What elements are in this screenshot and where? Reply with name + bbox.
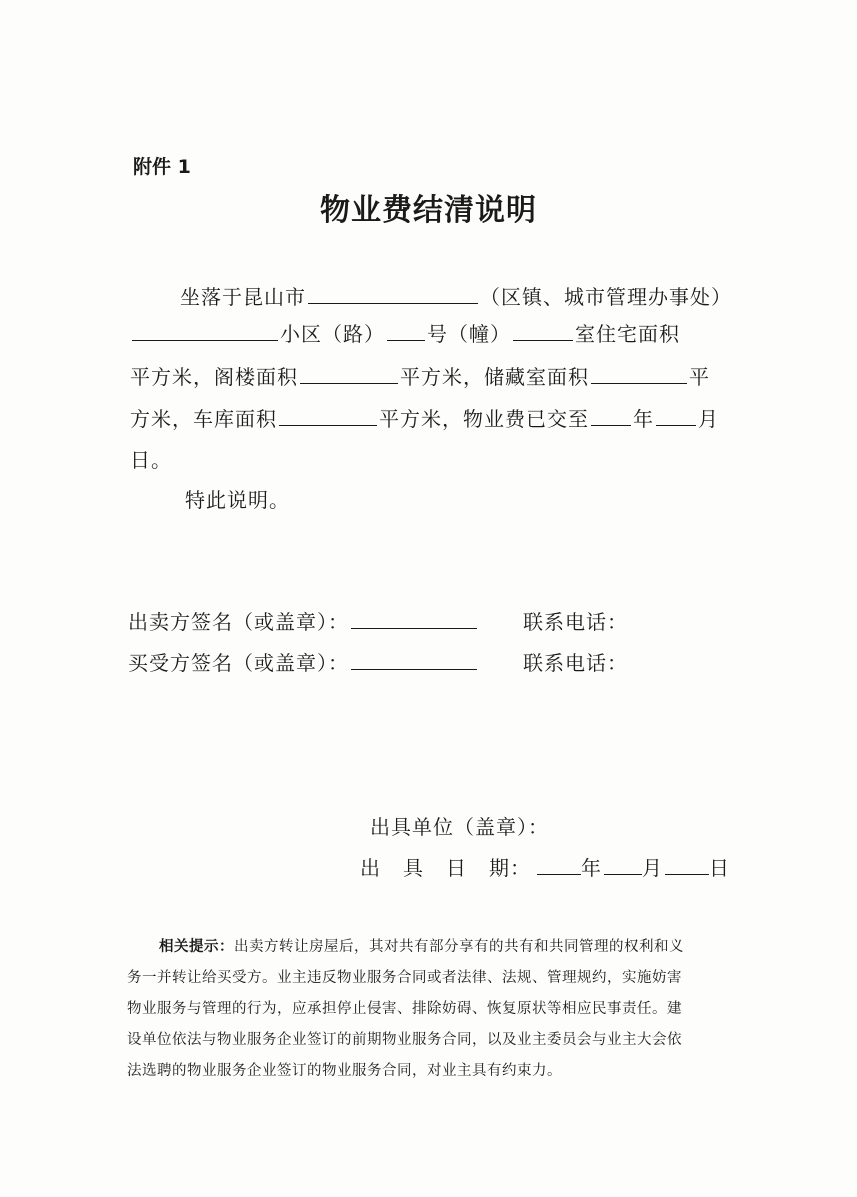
buyer-phone-label: 联系电话： bbox=[523, 651, 628, 675]
date-char-4: 期： bbox=[489, 856, 531, 880]
month-label: 月 bbox=[698, 407, 719, 431]
seller-phone-label: 联系电话： bbox=[523, 610, 628, 634]
room-label: 室住宅面积 bbox=[575, 322, 680, 346]
issue-month-label: 月 bbox=[642, 856, 663, 880]
buyer-signature-blank[interactable] bbox=[351, 651, 477, 670]
building-blank[interactable] bbox=[387, 322, 425, 341]
room-blank[interactable] bbox=[513, 322, 573, 341]
garage-label: 方米，车库面积 bbox=[130, 407, 277, 431]
attic-label: 平方米，阁楼面积 bbox=[130, 365, 298, 389]
unit-ping: 平 bbox=[689, 365, 710, 389]
year-label: 年 bbox=[633, 407, 654, 431]
closing-text: 特此说明。 bbox=[185, 488, 290, 512]
issue-month-blank[interactable] bbox=[604, 856, 642, 875]
notice-line-4: 设单位依法与物业服务企业签订的前期物业服务合同，以及业主委员会与业主大会依 bbox=[127, 1032, 682, 1048]
district-suffix: （区镇、城市管理办事处） bbox=[480, 285, 732, 309]
date-char-1: 出 bbox=[360, 856, 381, 880]
buyer-signature-row bbox=[128, 649, 479, 677]
storage-area-blank[interactable] bbox=[591, 365, 687, 384]
attic-area-blank[interactable] bbox=[300, 365, 398, 384]
issue-year-blank[interactable] bbox=[537, 856, 581, 875]
date-char-3: 日 bbox=[446, 856, 467, 880]
date-char-2: 具 bbox=[403, 856, 424, 880]
body-line-2 bbox=[130, 320, 680, 348]
fee-paid-label: 平方米，物业费已交至 bbox=[379, 407, 589, 431]
body-line-4 bbox=[130, 405, 719, 433]
district-blank[interactable] bbox=[308, 285, 478, 304]
body-line-1 bbox=[180, 283, 732, 311]
building-label: 号（幢） bbox=[427, 322, 511, 346]
notice-line-1 bbox=[127, 932, 767, 963]
seller-signature-row bbox=[128, 608, 479, 636]
body-line-5: 日。 bbox=[130, 448, 172, 472]
body-line-3 bbox=[130, 363, 710, 391]
notice-line-2: 务一并转让给买受方。业主违反物业服务合同或者法律、法规、管理规约，实施妨害 bbox=[127, 970, 682, 986]
page-title: 物业费结清说明 bbox=[320, 193, 537, 228]
paid-month-blank[interactable] bbox=[656, 407, 696, 426]
location-prefix: 坐落于昆山市 bbox=[180, 285, 306, 309]
issue-day-label: 日 bbox=[709, 856, 730, 880]
community-blank[interactable] bbox=[132, 322, 278, 341]
issue-year-label: 年 bbox=[581, 856, 602, 880]
seller-signature-blank[interactable] bbox=[351, 610, 477, 629]
issue-day-blank[interactable] bbox=[665, 856, 709, 875]
buyer-signature-label: 买受方签名（或盖章）： bbox=[128, 651, 349, 675]
notice-block bbox=[127, 932, 767, 1087]
notice-line-3: 物业服务与管理的行为，应承担停止侵害、排除妨碍、恢复原状等相应民事责任。建 bbox=[127, 1001, 682, 1017]
notice-label: 相关提示： bbox=[159, 939, 234, 955]
garage-area-blank[interactable] bbox=[279, 407, 377, 426]
storage-label: 平方米，储藏室面积 bbox=[400, 365, 589, 389]
notice-line-5: 法选聘的物业服务企业签订的物业服务合同，对业主具有约束力。 bbox=[127, 1063, 562, 1079]
paid-year-blank[interactable] bbox=[591, 407, 631, 426]
community-label: 小区（路） bbox=[280, 322, 385, 346]
issue-date-row bbox=[360, 854, 730, 882]
seller-signature-label: 出卖方签名（或盖章）： bbox=[128, 610, 349, 634]
issuer-unit-label: 出具单位（盖章）： bbox=[370, 815, 549, 839]
attachment-label: 附件 1 bbox=[133, 156, 191, 178]
notice-text-1: 出卖方转让房屋后，其对共有部分享有的共有和共同管理的权利和义 bbox=[234, 939, 684, 955]
